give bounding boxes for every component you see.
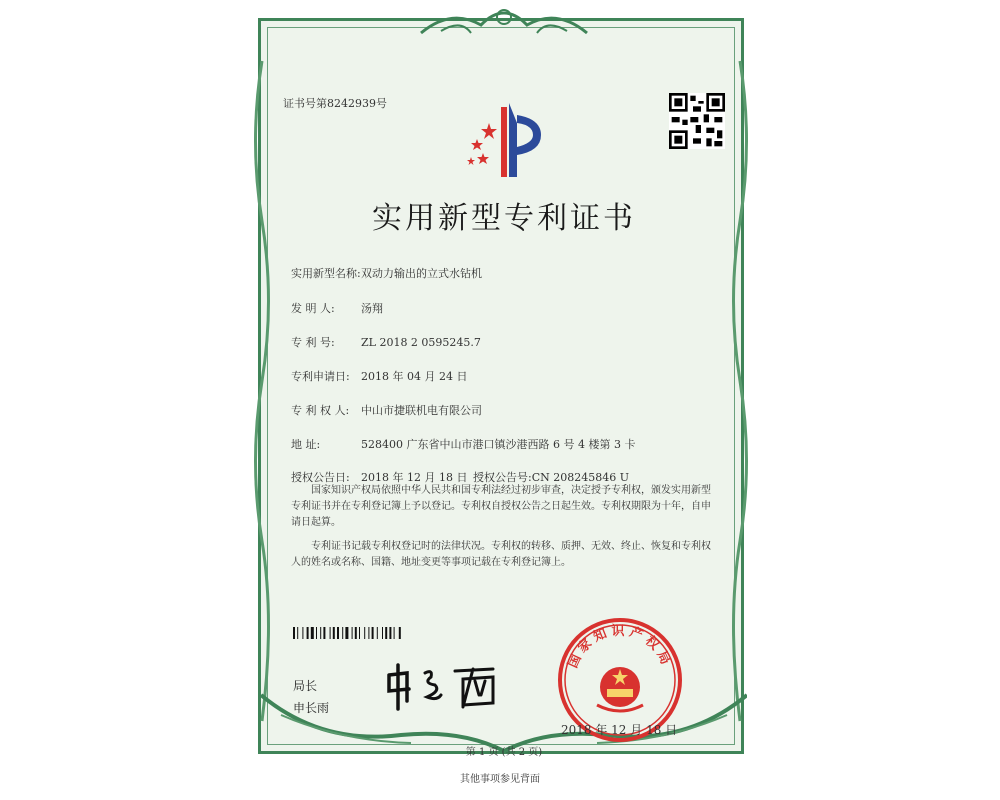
statement-paragraph-1: 国家知识产权局依照中华人民共和国专利法经过初步审查，决定授予专利权，颁发实用新型专利证书并在专利登记簿上予以登记。专利权自授权公告之日起生效。专利权期限为十年，自申请日起算。 <box>291 485 711 528</box>
statement-paragraph-2: 专利证书记载专利权登记时的法律状况。专利权的转移、质押、无效、终止、恢复和专利权人的姓名或名称、国籍、地址变更等事项记载在专利登记簿上。 <box>291 541 711 568</box>
field-announcement-number: 授权公告号:CN 208245846 U <box>473 471 630 484</box>
field-address: 地 址: 528400 广东省中山市港口镇沙港西路 6 号 4 楼第 3 卡 <box>291 438 636 451</box>
field-grant-announcement-date: 授权公告日: 2018 年 12 月 18 日 <box>291 471 468 484</box>
top-ornament <box>411 3 597 43</box>
svg-text:国家知识产权局: 国家知识产权局 <box>565 624 675 671</box>
field-patentee: 专 利 权 人: 中山市捷联机电有限公司 <box>291 404 482 417</box>
barcode-icon <box>293 627 463 639</box>
footer-note: 其他事项参见背面 <box>460 774 540 785</box>
qr-code-icon <box>669 93 725 149</box>
field-inventor: 发 明 人: 汤翔 <box>291 302 383 315</box>
field-application-date: 专利申请日: 2018 年 04 月 24 日 <box>291 370 468 383</box>
certificate-number: 证书号第8242939号 <box>283 97 387 110</box>
certificate-title: 实用新型专利证书 <box>372 201 636 236</box>
left-vine-ornament <box>249 21 275 757</box>
director-name: 申长雨 <box>293 701 330 715</box>
grant-date-signature: 2018 年 12 月 18 日 <box>561 723 678 737</box>
field-patent-number: 专 利 号: ZL 2018 2 0595245.7 <box>291 336 481 349</box>
field-utility-model-name: 实用新型名称:双动力输出的立式水钻机 <box>291 267 482 280</box>
director-signature-icon <box>381 661 511 713</box>
patent-office-logo-icon <box>459 99 547 179</box>
page-number: 第 1 页 (共 2 页) <box>465 747 543 758</box>
director-title: 局长 <box>293 679 318 693</box>
patent-certificate <box>258 18 744 758</box>
right-vine-ornament <box>727 21 753 757</box>
